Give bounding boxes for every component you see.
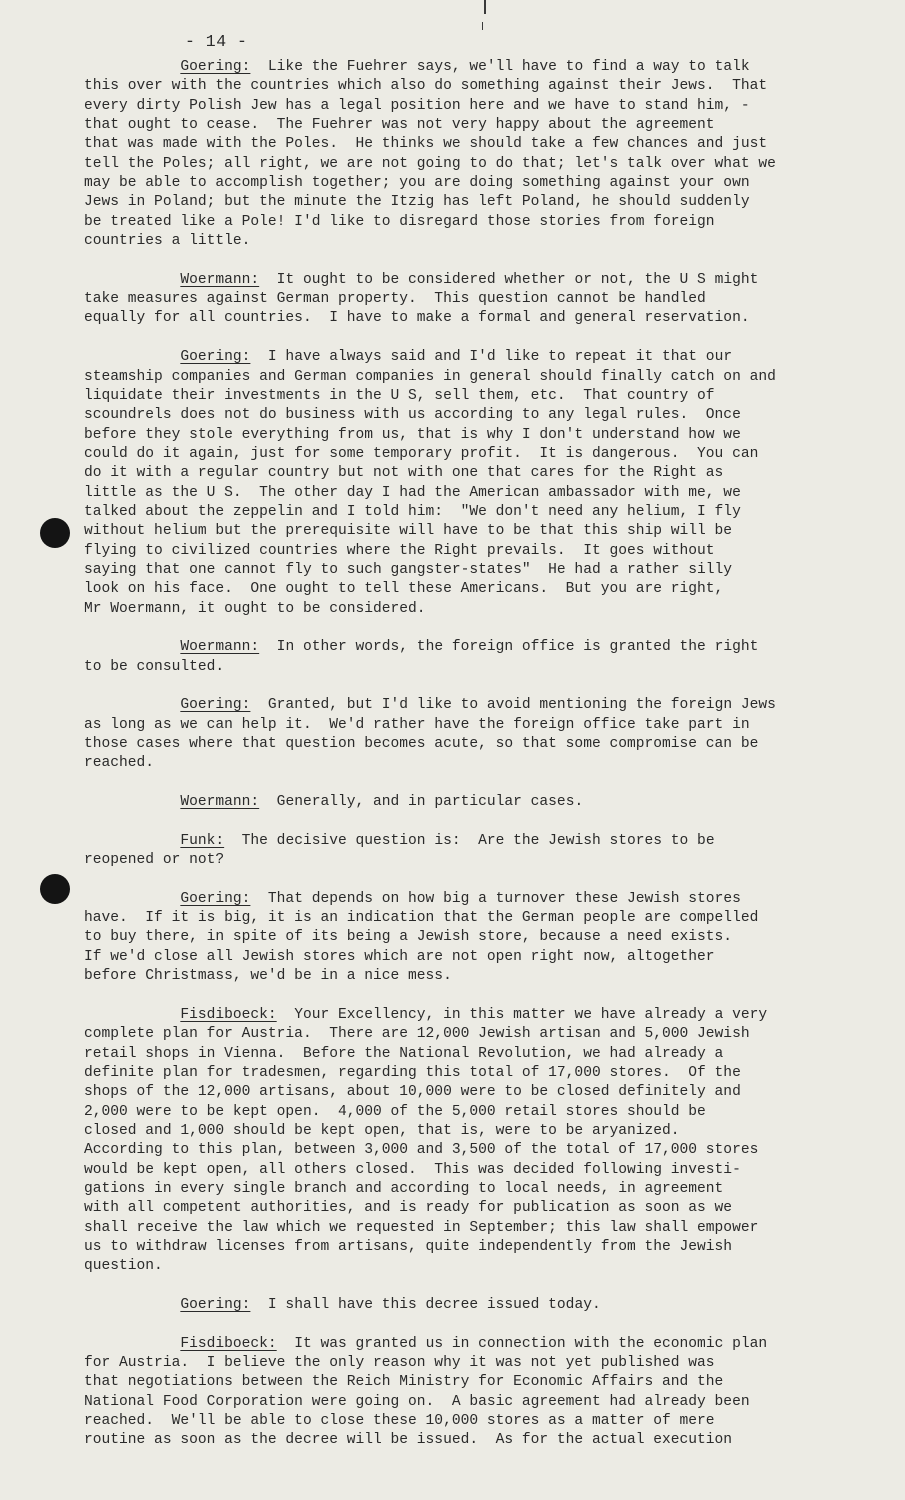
indent: [84, 833, 180, 849]
text-line: to buy there, in spite of its being a Jewish store, because a need exists.: [84, 929, 733, 946]
speaker-name: Goering:: [180, 697, 251, 714]
text-line: equally for all countries. I have to make a formal and general reservation.: [84, 310, 750, 327]
text-line: may be able to accomplish together; you are doing something against your own: [84, 175, 750, 192]
line-text: The decisive question is: Are the Jewish stores to be: [224, 832, 715, 849]
text-line: [84, 1335, 854, 1354]
text-line: reached. We'll be able to close these 10,000 stores as a matter of mere: [84, 1413, 715, 1430]
text-line: Mr Woermann, it ought to be considered.: [84, 600, 426, 617]
line-text: I have always said and I'd like to repeat it that our: [250, 349, 733, 366]
indent: [84, 59, 180, 75]
text-line: to be consulted.: [84, 658, 225, 675]
text-line: [84, 1296, 854, 1315]
text-line: be treated like a Pole! I'd like to disregard those stories from foreign: [84, 213, 715, 230]
indent: [84, 794, 180, 810]
text-line: reopened or not?: [84, 852, 225, 869]
indent: [84, 891, 180, 907]
text-line: [84, 890, 854, 909]
text-line: closed and 1,000 should be kept open, that is, were to be aryanized.: [84, 1122, 680, 1139]
indent: [84, 1336, 180, 1352]
text-line: [84, 348, 854, 367]
speaker-name: Goering:: [180, 1297, 251, 1313]
dialogue-paragraph: [84, 58, 854, 251]
line-text: Like the Fuehrer says, we'll have to find a way to talk: [250, 59, 750, 75]
text-line: reached.: [84, 755, 155, 772]
indent: [84, 1297, 180, 1313]
text-line: little as the U S. The other day I had the American ambassador with me, we: [84, 484, 741, 501]
text-line: [84, 793, 854, 812]
text-line: Jews in Poland; but the minute the Itzig has left Poland, he should suddenly: [84, 194, 750, 211]
dialogue-paragraph: [84, 271, 854, 329]
line-text: Granted, but I'd like to avoid mentioning the foreign Jews: [250, 697, 776, 714]
text-line: before Christmass, we'd be in a nice mess.: [84, 968, 452, 985]
speaker-name: Goering:: [180, 890, 251, 907]
text-line: saying that one cannot fly to such gangster-states" He had a rather silly: [84, 561, 733, 578]
text-line: [84, 832, 854, 851]
page-number: - 14 -: [185, 32, 248, 51]
text-line: without helium but the prerequisite will have to be that this ship will be: [84, 523, 733, 540]
punch-hole-lower: [40, 874, 70, 904]
text-line: countries a little.: [84, 233, 251, 250]
text-line: National Food Corporation were going on. A basic agreement had already been: [84, 1393, 750, 1410]
indent: [84, 272, 180, 288]
speaker-name: Goering:: [180, 59, 251, 75]
indent: [84, 697, 180, 713]
text-line: [84, 638, 854, 657]
text-line: [84, 1006, 854, 1025]
text-line: would be kept open, all others closed. This was decided following investi-: [84, 1161, 741, 1178]
transcript-body: [84, 58, 854, 1470]
text-line: take measures against German property. This question cannot be handled: [84, 291, 706, 308]
text-line: this over with the countries which also do something against their Jews. That: [84, 78, 768, 95]
line-text: Your Excellency, in this matter we have already a very: [276, 1006, 768, 1023]
dialogue-paragraph: [84, 890, 854, 987]
text-line: that ought to cease. The Fuehrer was not very happy about the agreement: [84, 117, 715, 134]
text-line: do it with a regular country but not with one that cares for the Right as: [84, 465, 724, 482]
speaker-name: Woermann:: [180, 639, 260, 656]
punch-hole-upper: [40, 518, 70, 548]
dialogue-paragraph: [84, 793, 854, 812]
text-line: retail shops in Vienna. Before the National Revolution, we had already a: [84, 1045, 724, 1062]
text-line: [84, 271, 854, 290]
text-line: 2,000 were to be kept open. 4,000 of the 5,000 retail stores should be: [84, 1103, 706, 1120]
text-line: [84, 696, 854, 715]
text-line: definite plan for tradesmen, regarding this total of 17,000 stores. Of the: [84, 1064, 741, 1081]
indent: [84, 1007, 180, 1023]
text-line: If we'd close all Jewish stores which are not open right now, altogether: [84, 948, 715, 965]
text-line: flying to civilized countries where the Right prevails. It goes without: [84, 542, 715, 559]
text-line: every dirty Polish Jew has a legal position here and we have to stand him, -: [84, 97, 750, 114]
text-line: that negotiations between the Reich Ministry for Economic Affairs and the: [84, 1374, 724, 1391]
dialogue-paragraph: [84, 1335, 854, 1451]
text-line: scoundrels does not do business with us according to any legal rules. Once: [84, 407, 741, 424]
line-text: I shall have this decree issued today.: [250, 1297, 601, 1313]
text-line: those cases where that question becomes acute, so that some compromise can be: [84, 736, 759, 753]
speaker-name: Fisdiboeck:: [180, 1335, 277, 1352]
line-text: It was granted us in connection with the economic plan: [276, 1335, 768, 1352]
text-line: as long as we can help it. We'd rather have the foreign office take part in: [84, 716, 750, 733]
line-text: That depends on how big a turnover these Jewish stores: [250, 890, 741, 907]
text-line: According to this plan, between 3,000 and 3,500 of the total of 17,000 stores: [84, 1142, 759, 1159]
dialogue-paragraph: [84, 348, 854, 619]
text-line: look on his face. One ought to tell these Americans. But you are right,: [84, 581, 724, 598]
dialogue-paragraph: [84, 638, 854, 677]
text-line: shall receive the law which we requested in September; this law shall empower: [84, 1219, 759, 1236]
text-line: talked about the zeppelin and I told him: "We don't need any helium, I fly: [84, 503, 741, 520]
dialogue-paragraph: [84, 1006, 854, 1277]
text-line: us to withdraw licenses from artisans, quite independently from the Jewish: [84, 1238, 733, 1255]
text-line: steamship companies and German companies in general should finally catch on and: [84, 368, 776, 385]
speaker-name: Woermann:: [180, 271, 260, 288]
top-tick-mark: [484, 0, 486, 14]
text-line: liquidate their investments in the U S, sell them, etc. That country of: [84, 387, 715, 404]
speaker-name: Goering:: [180, 349, 251, 366]
top-tick-mark-small: [482, 22, 483, 30]
indent: [84, 349, 180, 365]
text-line: for Austria. I believe the only reason why it was not yet published was: [84, 1355, 715, 1372]
dialogue-paragraph: [84, 1296, 854, 1315]
text-line: could do it again, just for some temporary profit. It is dangerous. You can: [84, 445, 759, 462]
text-line: with all competent authorities, and is ready for publication as soon as we: [84, 1200, 733, 1217]
indent: [84, 639, 180, 655]
text-line: before they stole everything from us, that is why I don't understand how we: [84, 426, 741, 443]
text-line: complete plan for Austria. There are 12,000 Jewish artisan and 5,000 Jewish: [84, 1026, 750, 1043]
text-line: have. If it is big, it is an indication that the German people are compelled: [84, 910, 759, 927]
text-line: [84, 58, 854, 77]
dialogue-paragraph: [84, 696, 854, 773]
line-text: In other words, the foreign office is granted the right: [259, 639, 759, 656]
line-text: Generally, and in particular cases.: [259, 794, 584, 811]
text-line: tell the Poles; all right, we are not going to do that; let's talk over what we: [84, 155, 776, 172]
speaker-name: Fisdiboeck:: [180, 1006, 277, 1023]
text-line: shops of the 12,000 artisans, about 10,000 were to be closed definitely and: [84, 1084, 741, 1101]
speaker-name: Woermann:: [180, 794, 260, 811]
line-text: It ought to be considered whether or not, the U S might: [259, 271, 759, 288]
text-line: routine as soon as the decree will be issued. As for the actual execution: [84, 1432, 733, 1449]
dialogue-paragraph: [84, 832, 854, 871]
text-line: question.: [84, 1258, 163, 1275]
text-line: that was made with the Poles. He thinks we should take a few chances and just: [84, 136, 768, 153]
speaker-name: Funk:: [180, 832, 225, 849]
text-line: gations in every single branch and according to local needs, in agreement: [84, 1180, 724, 1197]
